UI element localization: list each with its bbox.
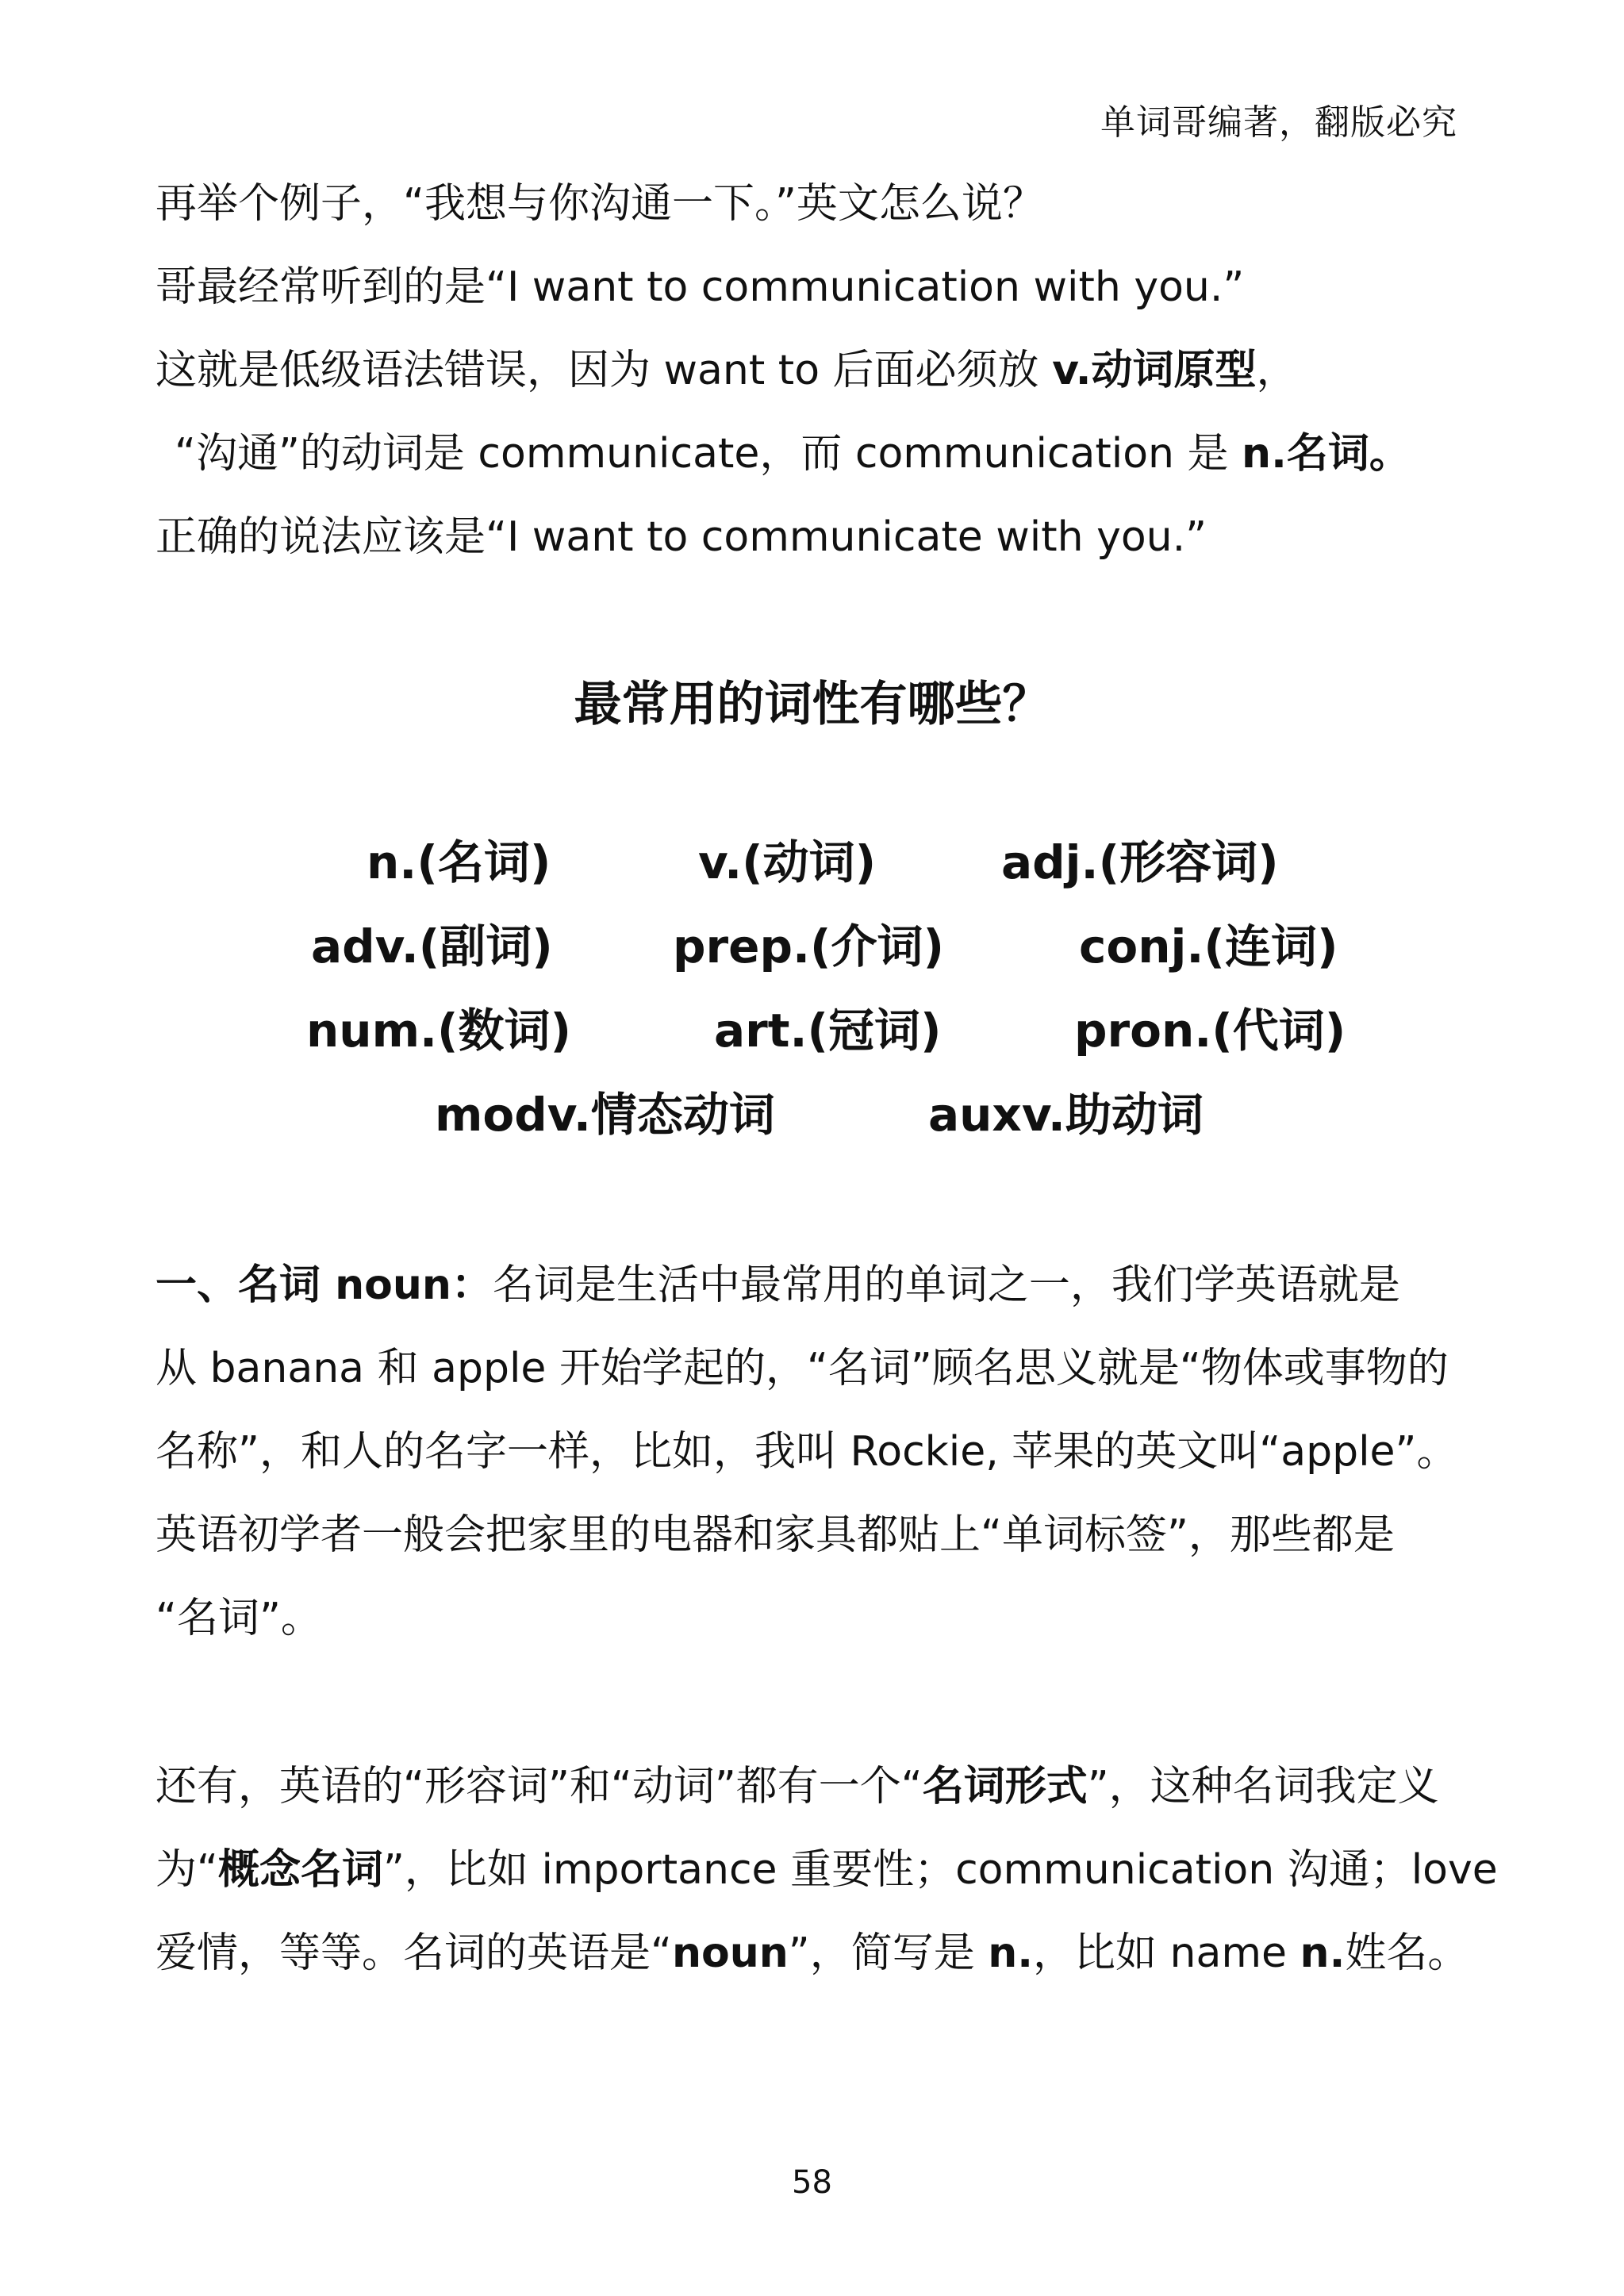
concept-line-1 — [155, 1745, 1439, 1829]
noun-line-1 — [155, 1244, 1400, 1327]
pos-row-4 — [0, 1077, 1624, 1157]
intro-line-3-bold: v.动词原型 — [1052, 347, 1257, 394]
intro-line-3-text: 这就是低级语法错误，因为 want to 后面必须放 — [155, 347, 1053, 394]
noun-heading: 一、名词 noun： — [155, 1261, 493, 1309]
pos-numeral: num.(数词) — [306, 1004, 572, 1058]
concept-line-3-bold-noun: noun — [671, 1929, 789, 1977]
intro-line-3-end: ， — [1256, 347, 1298, 394]
noun-line-3: 名称”，和人的名字一样，比如，我叫 Rockie, 苹果的英文叫“apple”。 — [155, 1428, 1458, 1476]
page-header: 单词哥编著，翻版必究 — [1100, 102, 1457, 143]
pos-auxiliary-verb: auxv.助动词 — [928, 1088, 1204, 1142]
intro-line-4-bold: n.名词。 — [1242, 430, 1411, 478]
pos-modal-verb: modv.情态动词 — [435, 1088, 775, 1142]
concept-line-3-end: 姓名。 — [1345, 1929, 1469, 1977]
section-title: 最常用的词性有哪些？ — [574, 677, 1050, 732]
intro-line-2: 哥最经常听到的是“I want to communication with you.” — [155, 263, 1245, 311]
pos-adverb: adv.(副词) — [311, 920, 553, 973]
concept-line-2 — [155, 1829, 1498, 1912]
pos-preposition: prep.(介词) — [673, 920, 945, 973]
pos-row-3 — [0, 993, 1624, 1073]
pos-adjective: adj.(形容词) — [1001, 835, 1279, 889]
concept-line-2-end: ”，比如 importance 重要性；communication 沟通；love — [382, 1846, 1498, 1894]
concept-line-2-text: 为“ — [155, 1846, 218, 1894]
concept-line-3-bold-n: n. — [988, 1929, 1034, 1977]
pos-pronoun: pron.(代词) — [1074, 1004, 1346, 1058]
concept-line-3-text: 爱情，等等。名词的英语是“ — [155, 1929, 672, 1977]
concept-line-1-text: 还有，英语的“形容词”和“动词”都有一个“ — [155, 1763, 923, 1810]
intro-line-4-text: “沟通”的动词是 communicate，而 communication 是 — [175, 430, 1242, 478]
concept-line-1-bold: 名词形式 — [922, 1763, 1088, 1810]
concept-line-3 — [155, 1912, 1469, 1995]
concept-line-3-bold-n-2: n. — [1300, 1929, 1346, 1977]
pos-conjunction: conj.(连词) — [1079, 920, 1338, 973]
pos-article: art.(冠词) — [714, 1004, 942, 1058]
noun-line-5: “名词”。 — [155, 1595, 322, 1642]
concept-line-3-text-2: ”，简写是 — [788, 1929, 989, 1977]
concept-line-2-bold: 概念名词 — [217, 1846, 383, 1894]
page-number: 58 — [792, 2164, 832, 2201]
pos-row-2 — [0, 909, 1624, 989]
intro-line-1: 再举个例子，“我想与你沟通一下。”英文怎么说？ — [155, 180, 1044, 228]
pos-row-1 — [0, 825, 1624, 904]
noun-line-2: 从 banana 和 apple 开始学起的，“名词”顾名思义就是“物体或事物的 — [155, 1345, 1449, 1392]
intro-line-5: 正确的说法应该是“I want to communicate with you.” — [155, 513, 1207, 561]
pos-noun: n.(名词) — [367, 835, 551, 889]
pos-verb: v.(动词) — [698, 835, 877, 889]
intro-line-3 — [155, 329, 1298, 413]
noun-line-4: 英语初学者一般会把家里的电器和家具都贴上“单词标签”，那些都是 — [155, 1511, 1395, 1559]
noun-line-1-text: 名词是生活中最常用的单词之一，我们学英语就是 — [492, 1261, 1400, 1309]
concept-line-1-end: ”，这种名词我定义 — [1087, 1763, 1439, 1810]
concept-line-3-text-3: ，比如 name — [1033, 1929, 1300, 1977]
intro-line-4 — [175, 413, 1411, 496]
